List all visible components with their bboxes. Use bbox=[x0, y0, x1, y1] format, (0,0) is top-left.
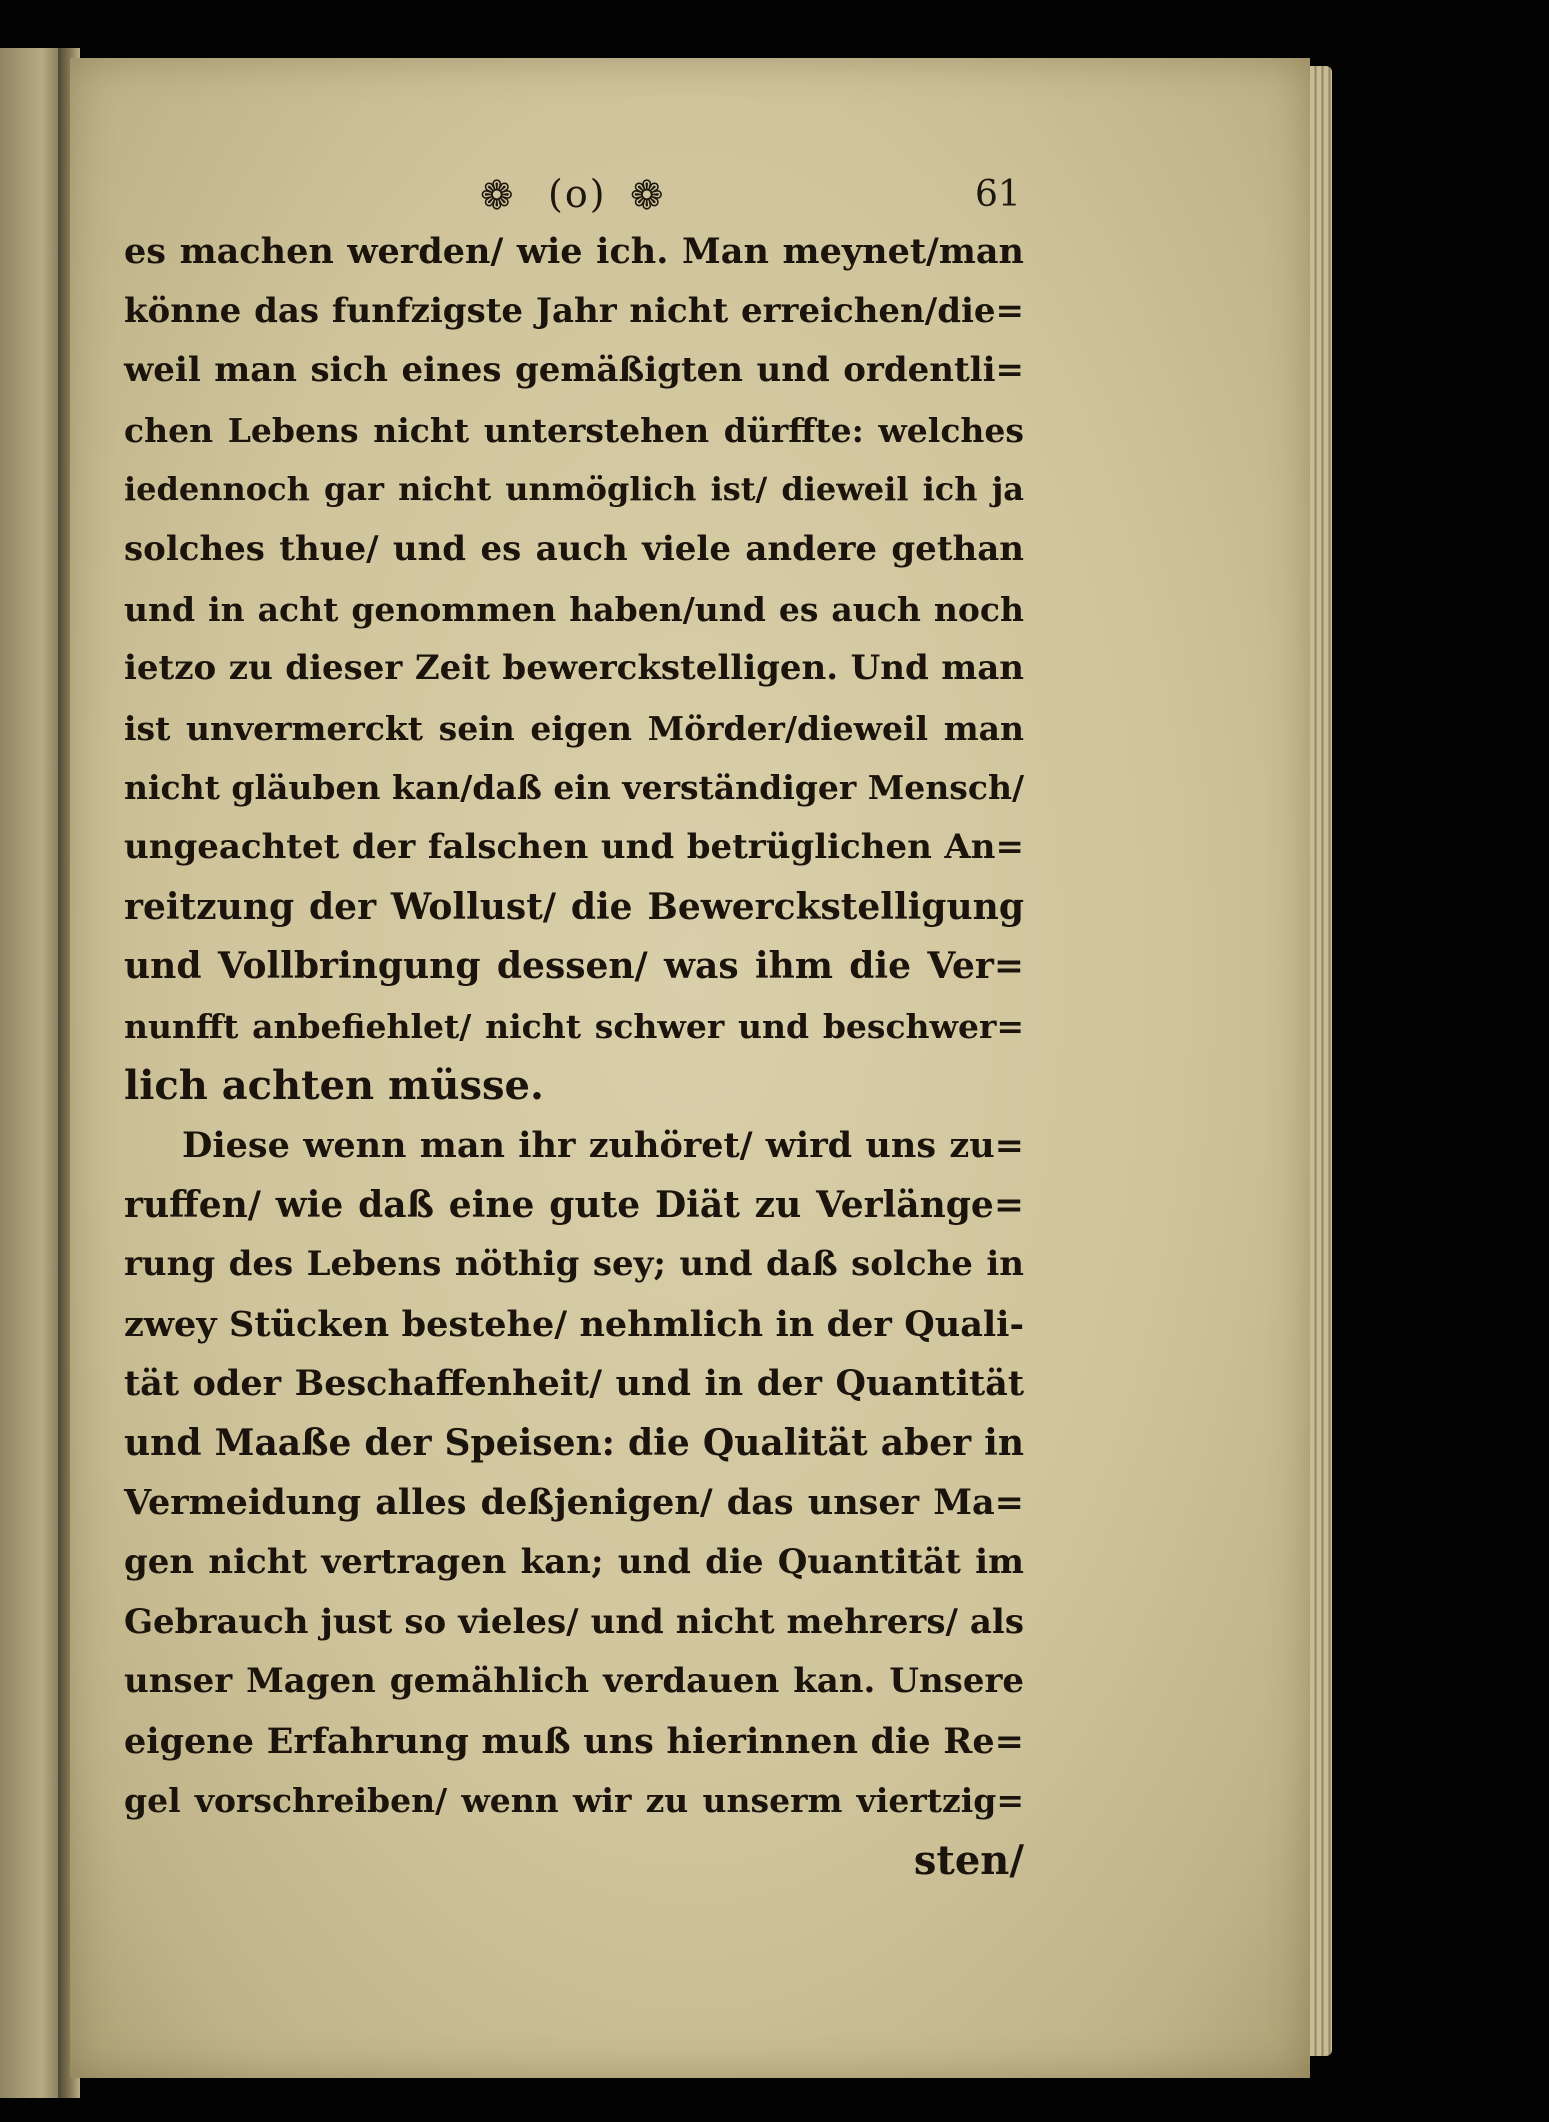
ornament-right-icon: ❁ bbox=[630, 173, 664, 219]
text-line: es machen werden/ wie ich. Man meynet/man bbox=[124, 231, 1024, 272]
text-line: weil man sich eines gemäßigten und ordentli= bbox=[124, 350, 1024, 391]
text-line: ruffen/ wie daß eine gute Diät zu Verlänge= bbox=[124, 1183, 1024, 1226]
text-line: Vermeidung alles deßjenigen/ das unser Ma= bbox=[124, 1482, 1024, 1524]
page-number: 61 bbox=[975, 174, 1021, 215]
text-line: unser Magen gemählich verdauen kan. Unsere bbox=[124, 1661, 1024, 1702]
text-line: eigene Erfahrung muß uns hierinnen die Re= bbox=[124, 1720, 1024, 1762]
text-line: und Maaße der Speisen: die Qualität aber in bbox=[124, 1421, 1024, 1464]
text-line: Diese wenn man ihr zuhöret/ wird uns zu= bbox=[182, 1124, 1024, 1166]
text-line: solches thue/ und es auch viele andere gethan bbox=[124, 528, 1024, 569]
ornament-left-icon: ❁ bbox=[480, 173, 514, 219]
text-line: könne das funfzigste Jahr nicht erreichen/die= bbox=[124, 290, 1024, 331]
text-line: lich achten müsse. bbox=[124, 1062, 544, 1110]
text-line: tät oder Beschaffenheit/ und in der Quantität bbox=[124, 1363, 1024, 1405]
text-line: und in acht genommen haben/und es auch noch bbox=[124, 589, 1024, 629]
text-line: nunfft anbefiehlet/ nicht schwer und beschwer= bbox=[124, 1006, 1024, 1046]
text-line: ietzo zu dieser Zeit bewerckstelligen. Und man bbox=[124, 648, 1024, 689]
text-line: chen Lebens nicht unterstehen dürffte: welches bbox=[124, 410, 1024, 450]
text-line: rung des Lebens nöthig sey; und daß solche in bbox=[124, 1244, 1024, 1285]
header-center: (o) bbox=[548, 172, 607, 216]
text-line: ist unvermerckt sein eigen Mörder/dieweil man bbox=[124, 708, 1024, 748]
text-line: iedennoch gar nicht unmöglich ist/ dieweil ich ja bbox=[124, 470, 1024, 509]
text-line: gen nicht vertragen kan; und die Quantität im bbox=[124, 1542, 1024, 1583]
body-text bbox=[124, 222, 1024, 1891]
text-line: reitzung der Wollust/ die Bewerckstelligung bbox=[124, 885, 1024, 928]
text-line: ungeachtet der falschen und betrüglichen An= bbox=[124, 826, 1024, 867]
text-line: nicht gläuben kan/daß ein verständiger Mensch/ bbox=[124, 768, 1024, 808]
text-line: gel vorschreiben/ wenn wir zu unserm viertzig= bbox=[124, 1781, 1024, 1821]
catchword: sten/ bbox=[913, 1837, 1024, 1885]
text-line: Gebrauch just so vieles/ und nicht mehrers/ als bbox=[124, 1601, 1024, 1642]
text-line: und Vollbringung dessen/ was ihm die Ver= bbox=[124, 945, 1024, 988]
text-line: zwey Stücken bestehe/ nehmlich in der Quali- bbox=[124, 1303, 1024, 1345]
